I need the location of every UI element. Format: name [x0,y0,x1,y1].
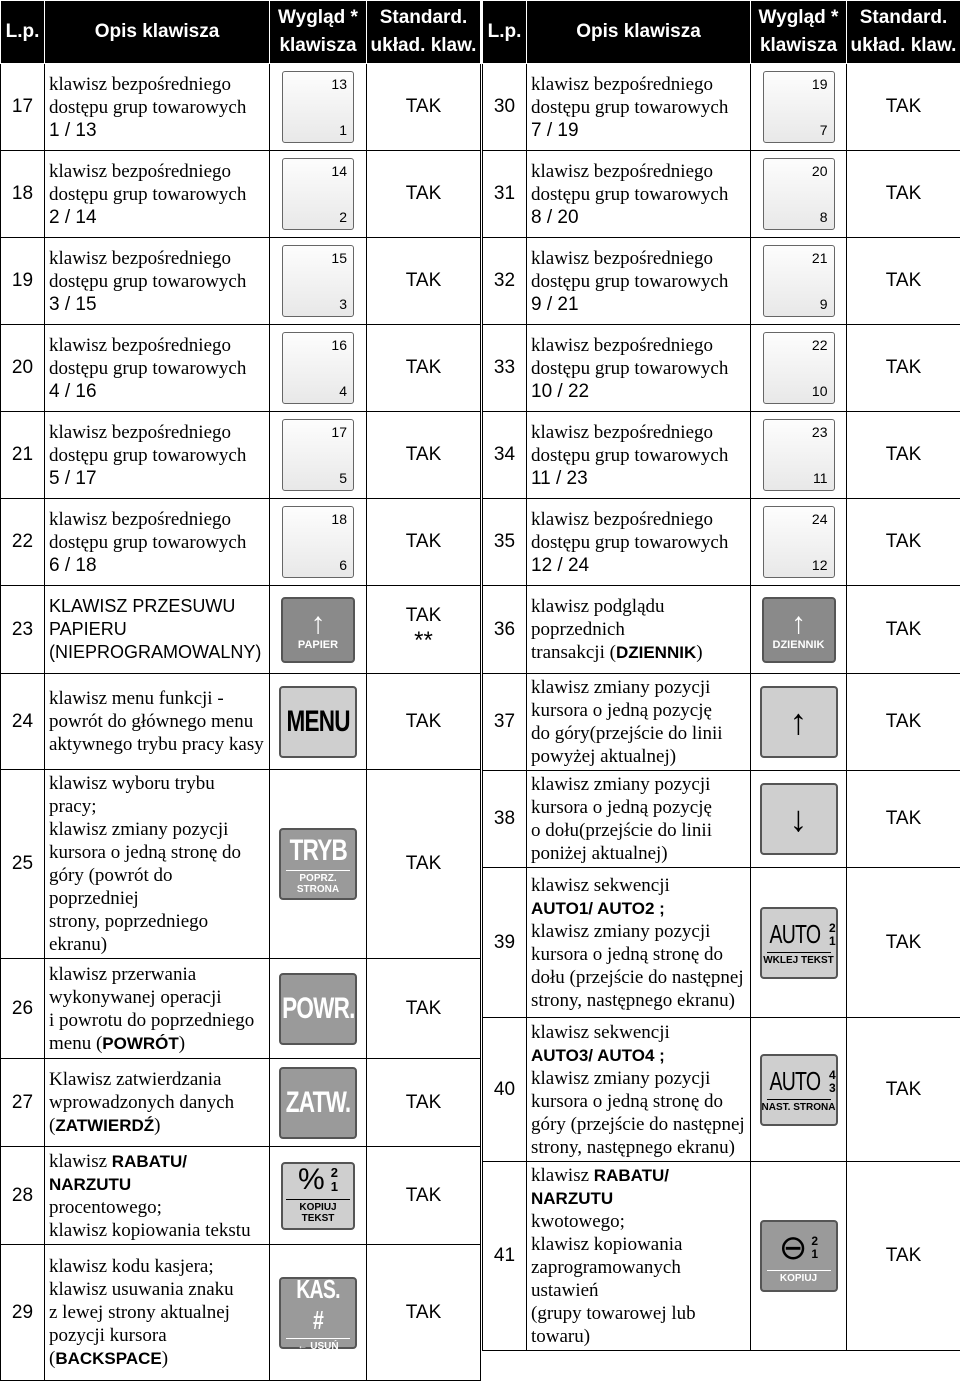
row-number: 21 [1,412,45,499]
arrow-up-icon: ↑ [311,609,326,639]
row-description: klawisz zmiany pozycji kursora o jedną pozycję o dołu(przejście do linii poniżej aktualnej) [527,771,751,868]
table-row [1,674,481,770]
kas-key: KAS. # ← USUŃ [279,1277,357,1349]
group-key: 22 10 [763,332,835,404]
header-wyglad: Wygląd * klawisza [751,1,847,64]
key-preview [270,64,367,151]
row-description: klawisz bezpośredniego dostępu grup towarowych 5 / 17 [45,412,270,499]
standard-value: TAK [847,868,960,1018]
table-row [1,151,481,238]
header-opis: Opis klawisza [45,1,270,64]
row-number: 20 [1,325,45,412]
table-row [483,771,960,868]
group-key: 13 1 [282,71,354,143]
row-number: 22 [1,499,45,586]
group-key: 18 6 [282,506,354,578]
auto12-key: AUTO 2 1 WKLEJ TEKST [760,907,838,979]
row-description: klawisz RABATU/ NARZUTU kwotowego; klawisz kopiowania zaprogramowanych ustawień (grupy towarowej lub towaru) [527,1162,751,1351]
header-row [483,1,960,64]
row-description: klawisz wyboru trybu pracy; klawisz zmiany pozycji kursora o jedną stronę do góry (powrót do poprzedniej strony, poprzedniego ekranu) [45,770,270,959]
table-row [1,412,481,499]
paper-key: ↑ PAPIER [281,597,355,663]
row-description: klawisz bezpośredniego dostępu grup towarowych 2 / 14 [45,151,270,238]
row-number: 41 [483,1162,527,1351]
table-row [483,325,960,412]
header-opis: Opis klawisza [527,1,751,64]
row-number: 40 [483,1018,527,1162]
standard-value: TAK [847,1018,960,1162]
key-preview [270,1147,367,1245]
row-description: klawisz bezpośredniego dostępu grup towarowych 7 / 19 [527,64,751,151]
standard-value: TAK [847,64,960,151]
row-description: klawisz bezpośredniego dostępu grup towarowych 12 / 24 [527,499,751,586]
group-key: 24 12 [763,506,835,578]
row-description: klawisz przerwania wykonywanej operacji i powrotu do poprzedniego menu (POWRÓT) [45,959,270,1059]
table-row [483,868,960,1018]
row-number: 31 [483,151,527,238]
row-number: 37 [483,674,527,771]
row-number: 27 [1,1059,45,1147]
key-preview [270,586,367,674]
standard-value: TAK [847,238,960,325]
row-description: klawisz bezpośredniego dostępu grup towarowych 6 / 18 [45,499,270,586]
arrow-down-icon: ↓ [790,804,808,834]
standard-value: TAK [367,238,481,325]
left-table [0,0,480,1312]
menu-key: MENU [279,686,357,758]
key-preview [270,674,367,770]
row-number: 24 [1,674,45,770]
row-description: klawisz sekwencji AUTO1/ AUTO2 ; klawisz zmiany pozycji kursora o jedną stronę do dołu (przejście do następnej strony, następnego ekranu) [527,868,751,1018]
row-number: 19 [1,238,45,325]
minus-key: ⊖ 2 1 KOPIUJ [760,1220,838,1292]
row-number: 36 [483,586,527,674]
standard-value: TAK [367,674,481,770]
row-description: klawisz bezpośredniego dostępu grup towarowych 9 / 21 [527,238,751,325]
right-table [482,0,960,1312]
tryb-key: TRYB POPRZ. STRONA [279,828,357,900]
header-lp: L.p. [483,1,527,64]
key-preview [751,238,847,325]
standard-value: TAK [847,499,960,586]
key-preview [751,1162,847,1351]
row-description: klawisz bezpośredniego dostępu grup towarowych 8 / 20 [527,151,751,238]
key-preview [270,770,367,959]
row-description: klawisz sekwencji AUTO3/ AUTO4 ; klawisz zmiany pozycji kursora o jedną stronę do góry (przejście do następnej strony, następnego ekranu) [527,1018,751,1162]
auto34-key: AUTO 4 3 NAST. STRONA [760,1054,838,1126]
standard-value: TAK [847,586,960,674]
header-standard: Standard. układ. klaw. [367,1,481,64]
standard-value: TAK [367,770,481,959]
table-row [483,238,960,325]
key-preview [751,499,847,586]
group-key: 14 2 [282,158,354,230]
row-description: KLAWISZ PRZESUWU PAPIERU (NIEPROGRAMOWALNY) [45,586,270,674]
zatw-key: ZATW. [279,1067,357,1139]
key-preview [751,412,847,499]
row-description: klawisz RABATU/ NARZUTU procentowego; klawisz kopiowania tekstu [45,1147,270,1245]
standard-value: TAK [847,412,960,499]
row-number: 35 [483,499,527,586]
table-row [483,499,960,586]
row-description: Klawisz zatwierdzania wprowadzonych danych (ZATWIERDŹ) [45,1059,270,1147]
row-number: 17 [1,64,45,151]
key-preview [270,151,367,238]
standard-value: TAK [847,325,960,412]
key-preview [270,238,367,325]
standard-value: TAK [367,325,481,412]
table-row [483,64,960,151]
row-description: klawisz bezpośredniego dostępu grup towarowych 1 / 13 [45,64,270,151]
group-key: 16 4 [282,332,354,404]
standard-value: TAK [847,674,960,771]
standard-value: TAK [847,1162,960,1351]
table-row [483,586,960,674]
minus-circle-icon: ⊖ [779,1228,808,1268]
header-row [1,1,481,64]
standard-value: TAK [367,1147,481,1245]
table-row [1,1059,481,1147]
key-preview [270,325,367,412]
row-description: klawisz bezpośredniego dostępu grup towarowych 10 / 22 [527,325,751,412]
powrot-key: POWR. [279,973,357,1045]
table-row [1,238,481,325]
table-row [483,1162,960,1351]
row-description: klawisz bezpośredniego dostępu grup towarowych 4 / 16 [45,325,270,412]
table-row [1,1245,481,1381]
key-preview [751,64,847,151]
key-preview [751,151,847,238]
key-preview [751,1018,847,1162]
row-number: 34 [483,412,527,499]
standard-value: TAK [847,151,960,238]
row-number: 18 [1,151,45,238]
header-wyglad: Wygląd * klawisza [270,1,367,64]
up-key [760,686,838,758]
row-description: klawisz zmiany pozycji kursora o jedną pozycję do góry(przejście do linii powyżej aktualnej) [527,674,751,771]
row-number: 33 [483,325,527,412]
standard-value: TAK [367,499,481,586]
key-preview [751,771,847,868]
table-row [483,674,960,771]
key-preview [270,1245,367,1381]
table-row [1,959,481,1059]
row-number: 30 [483,64,527,151]
row-description: klawisz kodu kasjera; klawisz usuwania znaku z lewej strony aktualnej pozycji kursora (BACKSPACE) [45,1245,270,1381]
dziennik-key: ↑ DZIENNIK [762,597,836,663]
group-key: 17 5 [282,419,354,491]
key-preview [270,1059,367,1147]
row-number: 39 [483,868,527,1018]
key-preview [270,499,367,586]
table-row [1,64,481,151]
row-description: klawisz bezpośredniego dostępu grup towarowych 11 / 23 [527,412,751,499]
standard-value: TAK [367,64,481,151]
standard-value: TAK ** [367,586,481,674]
group-key: 19 7 [763,71,835,143]
row-number: 26 [1,959,45,1059]
header-lp: L.p. [1,1,45,64]
row-number: 28 [1,1147,45,1245]
group-key: 15 3 [282,245,354,317]
row-number: 38 [483,771,527,868]
arrow-up-icon: ↑ [790,707,808,737]
table-row [1,586,481,674]
standard-value: TAK [367,959,481,1059]
down-key [760,783,838,855]
table-row [1,1147,481,1245]
table-row [1,770,481,959]
row-description: klawisz podglądu poprzednich transakcji (DZIENNIK) [527,586,751,674]
table-row [1,325,481,412]
standard-value: TAK [367,1245,481,1381]
group-key: 20 8 [763,158,835,230]
table-row [483,412,960,499]
arrow-up-icon: ↑ [791,609,806,639]
key-preview [270,959,367,1059]
percent-key: % 2 1 KOPIUJ TEKST [281,1162,355,1230]
key-preview [751,325,847,412]
standard-value: TAK [367,151,481,238]
standard-value: TAK [367,1059,481,1147]
row-number: 25 [1,770,45,959]
row-number: 29 [1,1245,45,1381]
table-row [483,1018,960,1162]
key-preview [270,412,367,499]
row-number: 32 [483,238,527,325]
group-key: 23 11 [763,419,835,491]
table-row [483,151,960,238]
table-row [1,499,481,586]
standard-value: TAK [367,412,481,499]
key-preview [751,674,847,771]
standard-value: TAK [847,771,960,868]
row-number: 23 [1,586,45,674]
header-standard: Standard. układ. klaw. [847,1,960,64]
row-description: klawisz menu funkcji - powrót do głównego menu aktywnego trybu pracy kasy [45,674,270,770]
group-key: 21 9 [763,245,835,317]
row-description: klawisz bezpośredniego dostępu grup towarowych 3 / 15 [45,238,270,325]
key-preview [751,586,847,674]
key-preview [751,868,847,1018]
